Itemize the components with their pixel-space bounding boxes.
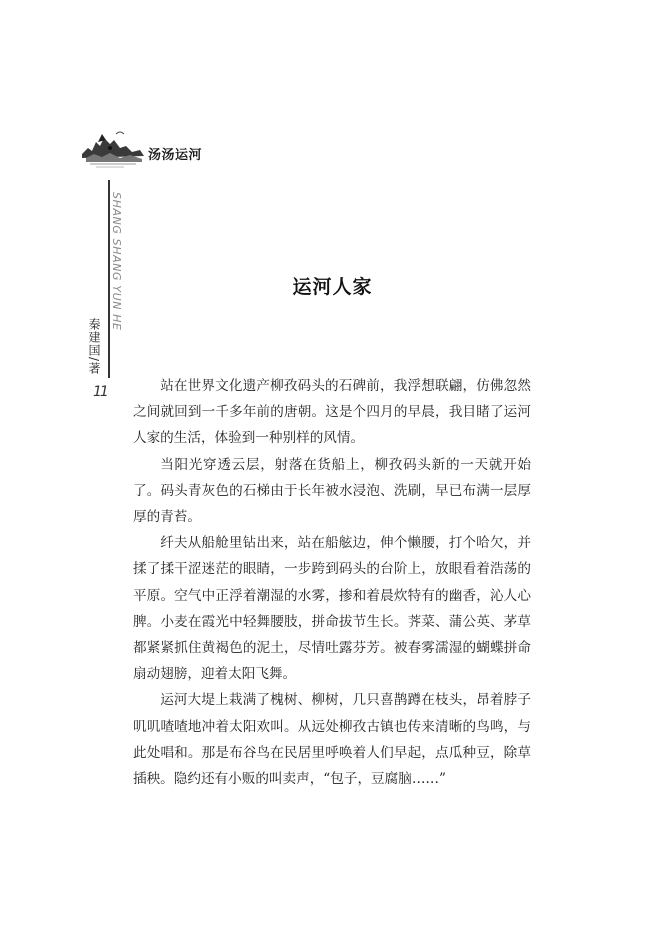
book-title: 汤汤运河 [148,148,203,163]
ink-landscape-logo-icon [80,124,146,170]
article-title: 运河人家 [292,276,373,298]
paragraph: 纤夫从船舱里钻出来，站在船舷边，伸个懒腰，打个哈欠，并揉了揉干涩迷茫的眼睛，一步跨到码头的台阶上，放眼看着浩荡的平原。空气中正浮着潮湿的水雾，掺和着晨炊特有的幽香，沁人心脾。小麦在霞光中轻舞腰肢，拼命拔节生长。荠菜、蒲公英、茅草都紧紧抓住黄褐色的泥土，尽情吐露芬芳。被春雾濡湿的蝴蝶拼命扇动翅膀，迎着太阳飞舞。 [133,535,531,683]
paragraph: 站在世界文化遗产柳孜码头的石碑前，我浮想联翩，仿佛忽然之间就回到一千多年前的唐朝。这是个四月的早晨，我目睹了运河人家的生活，体验到一种别样的风情。 [133,378,531,447]
author-credit: 秦建国/著 [87,318,101,376]
article-body [133,373,531,792]
paragraph: 当阳光穿透云层，射落在货船上，柳孜码头新的一天就开始了。码头青灰色的石梯由于长年被水浸泡、洗刷，早已布满一层厚厚的青苔。 [133,456,531,526]
page-number: 11 [93,384,107,400]
paragraph: 运河大堤上栽满了槐树、柳树，几只喜鹊蹲在枝头，昂着脖子叽叽喳喳地冲着太阳欢叫。从远处柳孜古镇也传来清晰的鸟鸣，与此处唱和。那是布谷鸟在民居里呼唤着人们早起，点瓜种豆，除草插秧。隐约还有小贩的叫卖声，“包子，豆腐脑……” [133,692,531,788]
side-english-title: SHANG SHANG YUN HE [110,192,123,331]
